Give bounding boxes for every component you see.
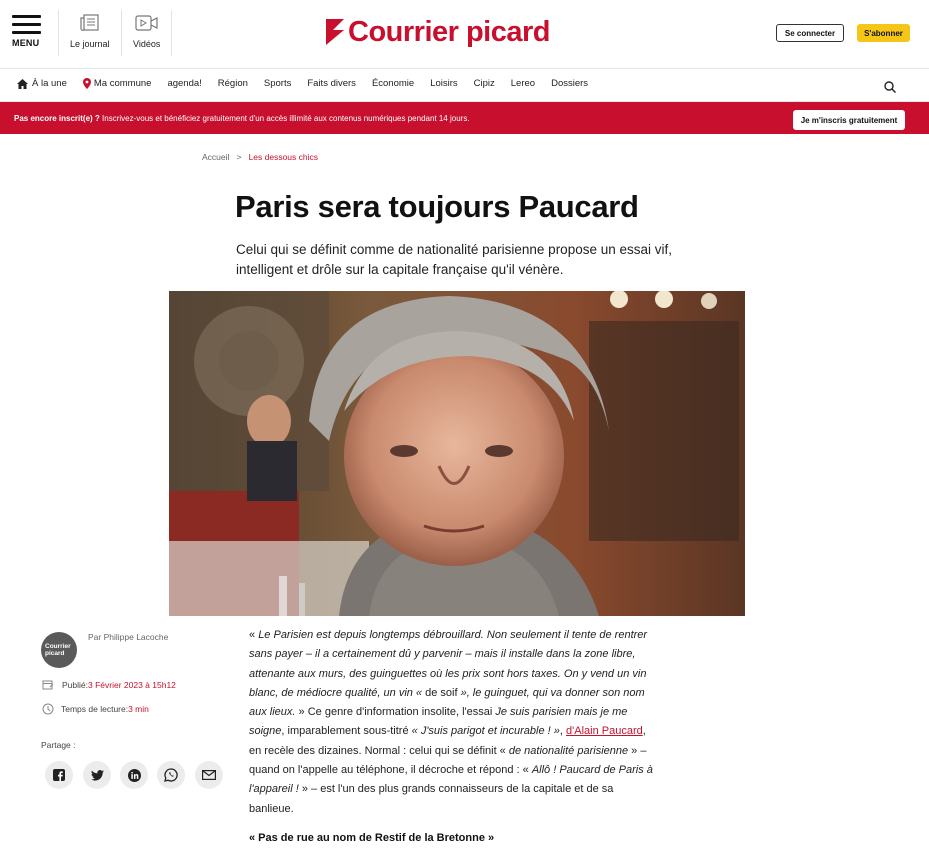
calendar-icon xyxy=(42,679,54,690)
menu-label[interactable]: MENU xyxy=(12,38,40,48)
breadcrumb-separator: > xyxy=(236,152,242,162)
quote-run: Allô ! Paucard de Paris à l'appareil ! xyxy=(249,764,653,796)
quote-run: « J'suis parigot et incurable ! » xyxy=(411,725,560,738)
journal-link[interactable]: Le journal xyxy=(70,39,110,49)
divider xyxy=(171,10,172,56)
author-avatar xyxy=(41,632,77,668)
nav-item-a-la-une[interactable]: À la une xyxy=(17,78,67,89)
nav-item-agenda[interactable]: agenda! xyxy=(167,78,202,89)
text-run: , imparablement sous-titré xyxy=(281,725,412,738)
logo-text: Courrier picard xyxy=(348,15,550,48)
banner-text xyxy=(14,114,470,123)
share-whatsapp-button[interactable] xyxy=(157,761,185,789)
share-facebook-button[interactable] xyxy=(45,761,73,789)
share-twitter-button[interactable] xyxy=(83,761,111,789)
logo-mark-icon xyxy=(324,17,346,47)
quote-run: de nationalité parisienne xyxy=(508,744,632,757)
signup-banner xyxy=(0,102,929,134)
article-photo xyxy=(169,291,745,616)
breadcrumb-category[interactable]: Les dessous chics xyxy=(248,152,319,162)
divider xyxy=(0,68,929,69)
facebook-icon xyxy=(53,769,65,781)
nav-item-economie[interactable]: Économie xyxy=(371,78,415,89)
text-run: de soif xyxy=(425,686,461,699)
article-title: Paris sera toujours Paucard xyxy=(235,189,639,224)
subscribe-button[interactable]: S'abonner xyxy=(857,24,910,42)
text-run: , en recèle des dizaines. Normal : celui qui se définit « xyxy=(249,725,646,757)
text-run: » – est l'un des plus grands connaisseurs de la capitale et de sa banlieue. xyxy=(249,783,614,815)
video-icon[interactable] xyxy=(135,15,159,36)
mail-icon xyxy=(202,770,216,780)
nav-item-lereo[interactable]: Lereo xyxy=(510,78,536,89)
text-run: » Ce genre d'information insolite, l'essai xyxy=(295,706,496,719)
article-paragraph xyxy=(249,626,661,819)
article-subheading: « Pas de rue au nom de Restif de la Bretonne » xyxy=(249,832,495,844)
login-button[interactable]: Se connecter xyxy=(776,24,844,42)
nav-item-loisirs[interactable]: Loisirs xyxy=(430,78,458,89)
linkedin-icon xyxy=(128,769,141,782)
site-logo[interactable] xyxy=(324,16,550,48)
share-label: Partage : xyxy=(41,740,76,750)
avatar-text: picard xyxy=(45,650,65,657)
share-linkedin-button[interactable] xyxy=(120,761,148,789)
twitter-icon xyxy=(91,770,104,781)
search-icon[interactable] xyxy=(884,80,896,98)
banner-body: Inscrivez-vous et bénéficiez gratuitement d'un accès illimité aux contenus numériques pendant 14 jours. xyxy=(99,114,470,123)
reading-label: Temps de lecture: xyxy=(61,704,129,714)
nav-item-sports[interactable]: Sports xyxy=(263,78,292,89)
published-value: 3 Février 2023 à 15h12 xyxy=(88,679,176,690)
author-link[interactable]: d'Alain Paucard xyxy=(566,725,643,738)
reading-value: 3 min xyxy=(128,704,149,714)
nav-item-faits-divers[interactable]: Faits divers xyxy=(307,78,356,89)
share-email-button[interactable] xyxy=(195,761,223,789)
article-lead: Celui qui se définit comme de nationalité parisienne propose un essai vif, intelligent et drôle sur la capitale française qu'il vénère. xyxy=(236,242,673,277)
book-title: Je suis parisien mais je me soigne xyxy=(249,706,628,738)
videos-link[interactable]: Vidéos xyxy=(133,39,161,49)
breadcrumb-home[interactable]: Accueil xyxy=(202,152,230,162)
text-run: , xyxy=(559,725,567,738)
location-pin-icon xyxy=(83,78,91,89)
home-icon xyxy=(17,79,28,89)
free-signup-button[interactable]: Je m'inscris gratuitement xyxy=(793,110,905,130)
author-byline: Par Philippe Lacoche xyxy=(88,632,169,642)
reading-time xyxy=(42,703,149,715)
divider xyxy=(58,10,59,56)
published-label: Publié: xyxy=(62,679,88,690)
text-run: « xyxy=(249,629,259,641)
quote-run: », le guinguet, qui va donner son nom aux lieux. xyxy=(249,686,645,719)
avatar-text: Courrier xyxy=(45,643,71,650)
nav-item-region[interactable]: Région xyxy=(217,78,248,89)
nav-item-dossiers[interactable]: Dossiers xyxy=(551,78,589,89)
newspaper-icon[interactable] xyxy=(80,14,100,37)
whatsapp-icon xyxy=(164,768,178,782)
menu-button[interactable] xyxy=(12,15,41,39)
banner-bold: Pas encore inscrit(e) ? xyxy=(14,114,100,123)
main-nav xyxy=(17,78,604,89)
nav-item-cipiz[interactable]: Cipiz xyxy=(473,78,495,89)
nav-item-ma-commune[interactable]: Ma commune xyxy=(83,78,152,89)
quote-run: Le Parisien est depuis longtemps débrouillard. Non seulement il tente de rentrer sans payer – il a certainement dû y parvenir – mais il installe dans la zone libre, attenante aux murs, des guinguettes où les prix sont hors taxes. On y vend un vin blanc, de médiocre qualité, un vin « xyxy=(249,629,648,699)
clock-icon xyxy=(42,703,54,715)
breadcrumb xyxy=(202,152,318,162)
published-date xyxy=(42,679,176,690)
divider xyxy=(121,10,122,56)
text-run: » – quand on l'appelle au téléphone, il décroche et répond : « xyxy=(249,744,647,777)
